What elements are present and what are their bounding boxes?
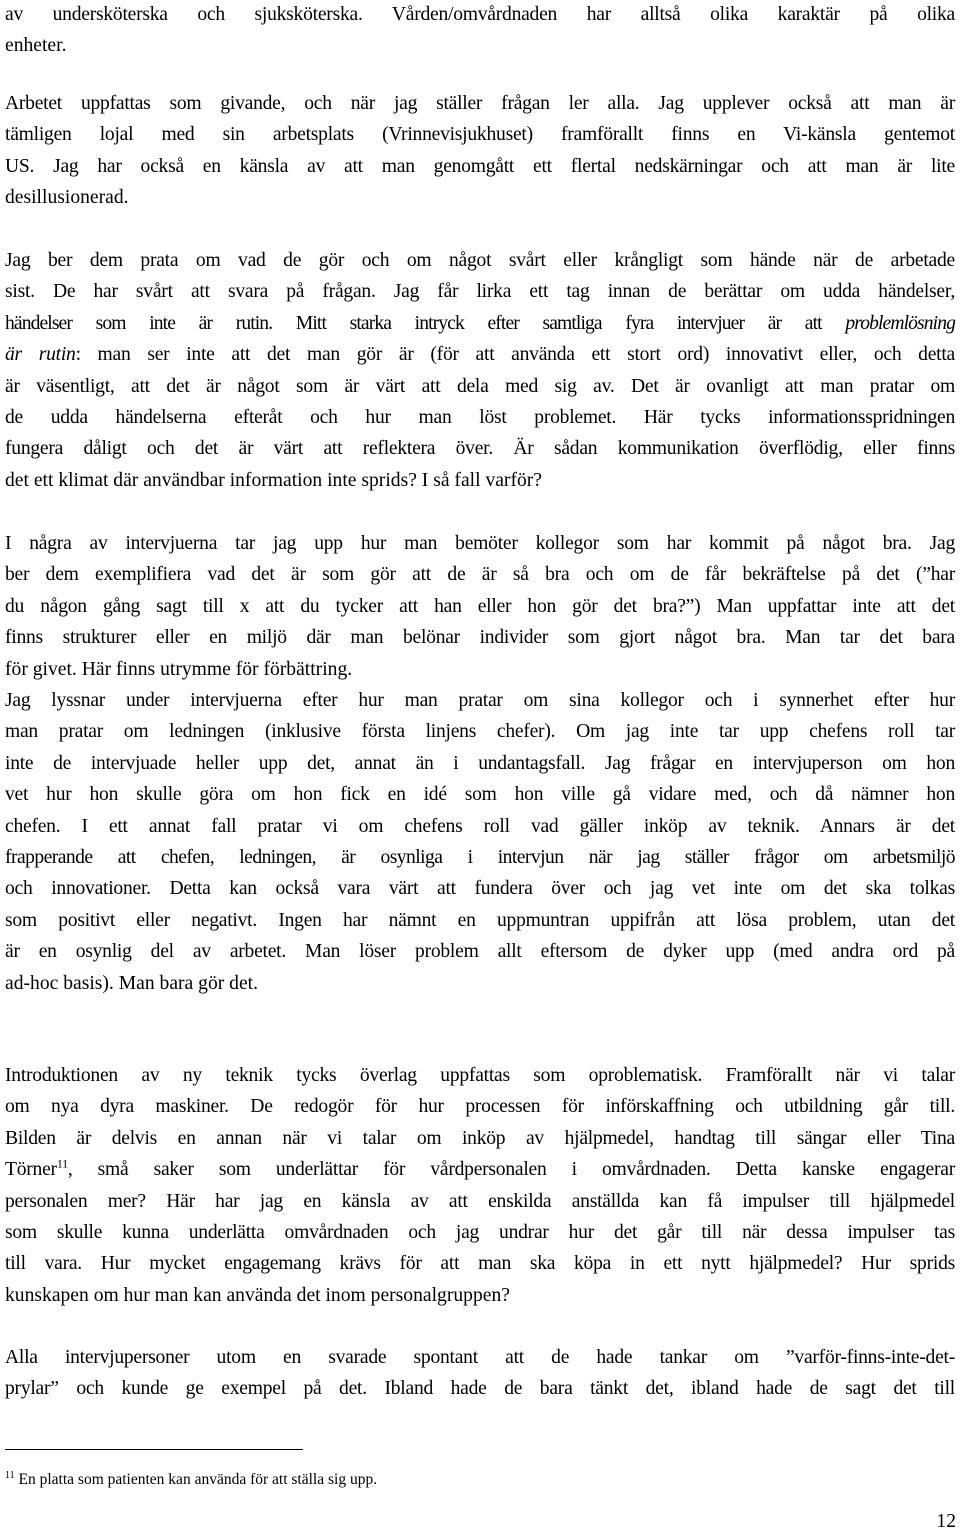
footnote-separator <box>5 1449 303 1450</box>
text-line: ad-hoc basis). Man bara gör det. <box>5 972 258 994</box>
paragraph-5 <box>5 685 955 999</box>
footnote-text: En platta som patienten kan använda för att ställa sig upp. <box>18 1471 378 1488</box>
text-line: Bilden är delvis en annan när vi talar om inköp av hjälpmedel, handtag till sängar eller Tina <box>5 1127 955 1149</box>
text-line: är väsentligt, att det är något som är värt att dela med sig av. Det är ovanligt att man pratar om <box>5 375 955 397</box>
italic-term: problemlösning <box>845 312 955 334</box>
footnote-number: 11 <box>5 1469 15 1481</box>
footnote <box>5 1470 377 1490</box>
text-line: inte de intervjuade heller upp det, annat än i undantagsfall. Jag frågar en intervjuperson om hon <box>5 752 955 774</box>
footnote-reference[interactable]: 11 <box>56 1156 68 1171</box>
text-line-with-italic <box>5 308 955 339</box>
text-line: till vara. Hur mycket engagemang krävs för att man ska köpa in ett nytt hjälpmedel? Hur sprids <box>5 1253 955 1275</box>
text-line: man pratar om ledningen (inklusive första linjens chefer). Om jag inte tar upp chefens roll tar <box>5 721 955 743</box>
paragraph-4 <box>5 528 955 685</box>
text-line: som positivt eller negativt. Ingen har nämnt en uppmuntran uppifrån att lösa problem, utan det <box>5 909 955 931</box>
text-line: om nya dyra maskiner. De redogör för hur processen för införskaffning och utbildning går till. <box>5 1096 955 1118</box>
text-line: Jag lyssnar under intervjuerna efter hur man pratar om sina kollegor och i synnerhet efter hur <box>5 690 955 711</box>
text-line: och innovationer. Detta kan också vara värt att fundera över och jag vet inte om det ska tolkas <box>5 878 955 900</box>
text-line: är en osynlig del av arbetet. Man löser problem allt eftersom de dyker upp (med andra ord på <box>5 941 955 963</box>
text-line: finns strukturer eller en miljö där man belönar individer som gjort något bra. Man tar det bara <box>5 627 955 649</box>
text-line: I några av intervjuerna tar jag upp hur man bemöter kollegor som har kommit på något bra. Jag <box>5 533 955 554</box>
text-line-with-footnote-ref <box>5 1154 955 1185</box>
text-line: av undersköterska och sjuksköterska. Vården/omvårdnaden har alltså olika karaktär på olika <box>5 4 955 25</box>
paragraph-2 <box>5 88 955 214</box>
paragraph-1 <box>5 0 955 62</box>
text-line: de udda händelserna efteråt och hur man löst problemet. Här tycks informationsspridningen <box>5 407 955 429</box>
text-line: desillusionerad. <box>5 187 129 209</box>
text-line-with-italic <box>5 339 955 370</box>
paragraph-7 <box>5 1342 955 1405</box>
text-line: kunskapen om hur man kan använda det inom personalgruppen? <box>5 1284 510 1306</box>
text-line: som skulle kunna underlätta omvårdnaden och jag undrar hur det går till när dessa impulser tas <box>5 1222 955 1244</box>
text-span: Törner <box>5 1159 57 1181</box>
text-line: frapperande att chefen, ledningen, är osynliga i intervjun när jag ställer frågor om arbetsmiljö <box>5 847 955 869</box>
text-line: sist. De har svårt att svara på frågan. Jag får lirka ett tag innan de berättar om udda händelser, <box>5 281 955 303</box>
text-line: enheter. <box>5 35 67 57</box>
text-line: Arbetet uppfattas som givande, och när jag ställer frågan ler alla. Jag upplever också att man är <box>5 93 955 114</box>
text-line: det ett klimat där användbar information inte sprids? I så fall varför? <box>5 469 543 491</box>
text-line: för givet. Här finns utrymme för förbättring. <box>5 658 353 680</box>
paragraph-6 <box>5 1060 955 1311</box>
text-line: Introduktionen av ny teknik tycks överlag uppfattas som oproblematisk. Framförallt när vi talar <box>5 1065 955 1086</box>
text-line: US. Jag har också en känsla av att man genomgått ett flertal nedskärningar och att man är lite <box>5 155 955 177</box>
text-line: fungera dåligt och det är värt att reflektera över. Är sådan kommunikation överflödig, eller finns <box>5 438 955 460</box>
text-line: tämligen lojal med sin arbetsplats (Vrinnevisjukhuset) framförallt finns en Vi-känsla gentemot <box>5 124 955 146</box>
page-number: 12 <box>936 1511 956 1532</box>
paragraph-3 <box>5 245 955 496</box>
text-span: händelser som inte är rutin. Mitt starka intryck efter samtliga fyra intervjuer är att <box>5 312 846 334</box>
text-span: : man ser inte att det man gör är (för att använda ett stort ord) innovativt eller, och detta <box>75 344 955 366</box>
text-line: chefen. I ett annat fall pratar vi om chefens roll vad gäller inköp av teknik. Annars är det <box>5 815 955 837</box>
text-span: , små saker som underlättar för vårdpersonalen i omvårdnaden. Detta kanske engagerar <box>67 1159 955 1181</box>
text-line: vet hur hon skulle göra om hon fick en idé som hon ville gå vidare med, och då nämner hon <box>5 784 955 806</box>
text-line: Alla intervjupersoner utom en svarade spontant att de hade tankar om ”varför-finns-inte-det- <box>5 1347 955 1368</box>
text-line: du någon gång sagt till x att du tycker att han eller hon gör det bra?”) Man uppfattar inte att det <box>5 595 955 617</box>
italic-term: är rutin <box>5 344 76 366</box>
text-line: prylar” och kunde ge exempel på det. Ibland hade de bara tänkt det, ibland hade de sagt det till <box>5 1378 955 1400</box>
text-line: Jag ber dem prata om vad de gör och om något svårt eller krångligt som hände när de arbetade <box>5 250 955 271</box>
text-line: ber dem exemplifiera vad det är som gör att de är så bra och om de får bekräftelse på det (”har <box>5 564 955 586</box>
text-line: personalen mer? Här har jag en känsla av att enskilda anställda kan få impulser till hjälpmedel <box>5 1190 955 1212</box>
